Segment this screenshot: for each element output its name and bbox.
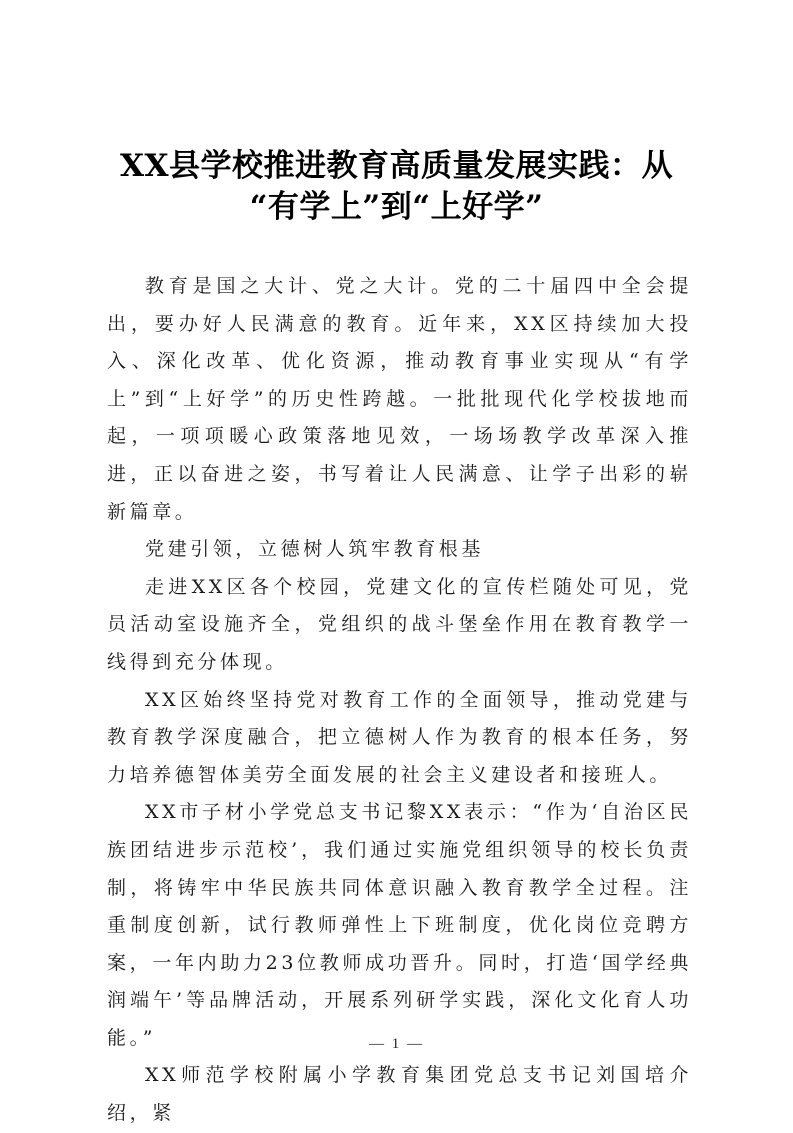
- title-line-2: “有学上”到“上好学”: [249, 189, 544, 225]
- document-body: [107, 268, 692, 1133]
- section-heading: 党建引领，立德树人筑牢教育根基: [145, 538, 485, 561]
- paragraph-normal-school: XX师范学校附属小学教育集团党总支书记刘国培介绍，紧: [107, 1064, 692, 1125]
- paragraph-leadership: XX区始终坚持党对教育工作的全面领导，推动党建与教育教学深度融合，把立德树人作为教育的根本任务，努力培养德智体美劳全面发展的社会主义建设者和接班人。: [107, 688, 692, 786]
- title-line-1: XX县学校推进教育高质量发展实践：从: [119, 148, 674, 184]
- paragraph-intro: 教育是国之大计、党之大计。党的二十届四中全会提出，要办好人民满意的教育。近年来，XX区持续加大投入、深化改革、优化资源，推动教育事业实现从“有学上”到“上好学”的历史性跨越。一批批现代化学校拔地而起，一项项暖心政策落地见效，一场场教学改革深入推进，正以奋进之姿，书写着让人民满意、让学子出彩的崭新篇章。: [107, 275, 692, 523]
- document-title: [100, 146, 693, 228]
- paragraph-campus: 走进XX区各个校园，党建文化的宣传栏随处可见，党员活动室设施齐全，党组织的战斗堡垒作用在教育教学一线得到充分体现。: [107, 575, 692, 673]
- page-number: — 1 —: [369, 1036, 424, 1052]
- paragraph-quote-zicai: XX市子材小学党总支书记黎XX表示：“作为‘自治区民族团结进步示范校’，我们通过实施党组织领导的校长负责制，将铸牢中华民族共同体意识融入教育教学全过程。注重制度创新，试行教师弹性上下班制度，优化岗位竞聘方案，一年内助力23位教师成功晋升。同时，打造‘国学经典润端午’等品牌活动，开展系列研学实践，深化文化育人功能。”: [107, 801, 692, 1049]
